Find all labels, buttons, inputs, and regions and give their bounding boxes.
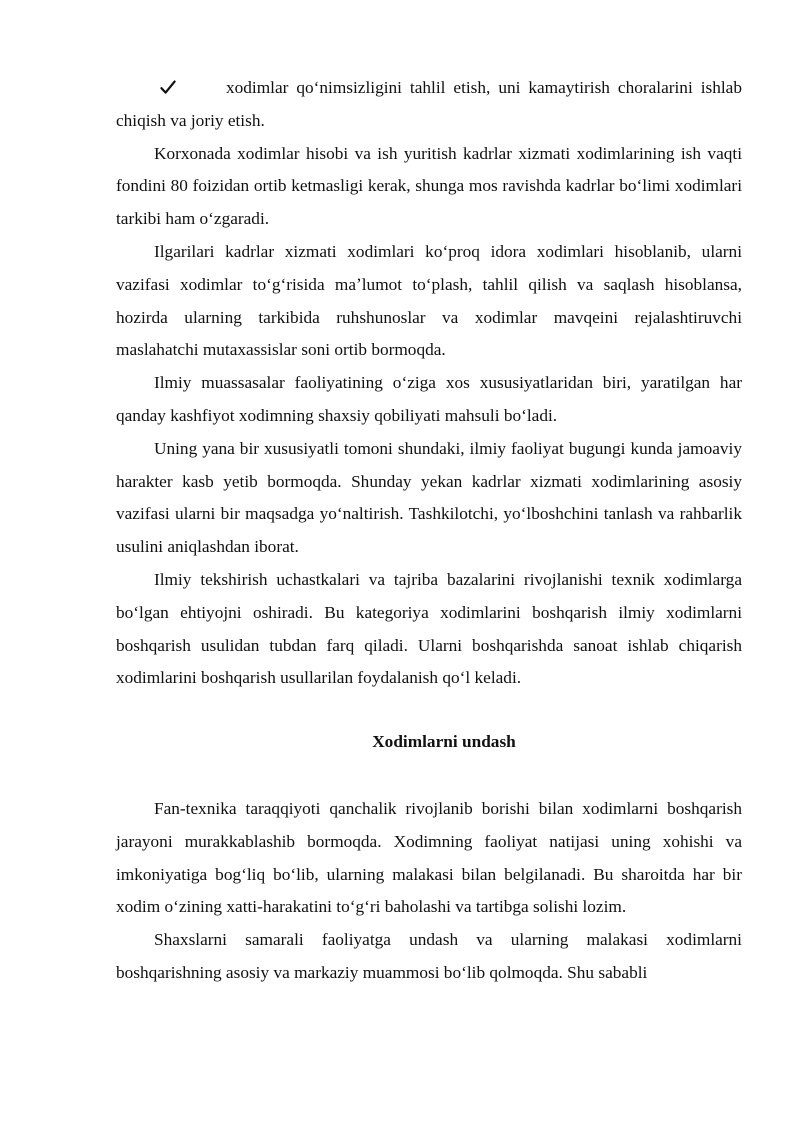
paragraph-3: Ilmiy muassasalar faoliyatining oʻziga xos xususiyatlaridan biri, yaratilgan har qanday kashfiyot xodimning shaxsiy qobiliyati mahsuli boʻladi. [116,373,742,425]
paragraph-6: Fan-texnika taraqqiyoti qanchalik rivojlanib borishi bilan xodimlarni boshqarish jarayoni murakkablashib bormoqda. Xodimning faoliyat natijasi uning xohishi va imkoniyatiga bogʻliq boʻlib, ularning malakasi bilan belgilanadi. Bu sharoitda har bir xodim oʻzining xatti-harakatini toʻgʻri baholashi va tartibga solishi lozim. [116,798,742,917]
bullet-text: xodimlar qoʻnimsizligini tahlil etish, uni kamaytirish choralarini ishlab chiqish va joriy etish. [116,78,742,130]
paragraph-2: Ilgarilari kadrlar xizmati xodimlari koʻproq idora xodimlari hisoblanib, ularni vazifasi xodimlar toʻgʻrisida maʼlumot toʻplash, tahlil qilish va saqlash hisoblansa, hozirda ularning tarkibida ruhshunoslar va xodimlar mavqeini rejalashtiruvchi maslahatchi mutaxassislar soni ortib bormoqda. [116,241,742,360]
bullet-item [116,72,742,138]
document-page [116,72,742,990]
paragraph-7: Shaxslarni samarali faoliyatga undash va ularning malakasi xodimlarni boshqarishning asosiy va markaziy muammosi boʻlib qolmoqda. Shu sababli [116,930,742,982]
paragraph-5: Ilmiy tekshirish uchastkalari va tajriba bazalarini rivojlanishi texnik xodimlarga boʻlgan ehtiyojni oshiradi. Bu kategoriya xodimlarini boshqarish ilmiy xodimlarni boshqarish usulidan tubdan farq qiladi. Ularni boshqarishda sanoat ishlab chiqarish xodimlarini boshqarish usullarilan foydalanish qoʻl keladi. [116,569,742,688]
paragraph-4: Uning yana bir xususiyatli tomoni shundaki, ilmiy faoliyat bugungi kunda jamoaviy harakter kasb yetib bormoqda. Shunday yekan kadrlar xizmati xodimlarining asosiy vazifasi ularni bir maqsadga yoʻnaltirish. Tashkilotchi, yoʻlboshchini tanlash va rahbarlik usulini aniqlashdan iborat. [116,438,742,557]
section-heading: Xodimlarni undash [372,732,516,752]
checkmark-icon [160,72,226,105]
paragraph-1: Korxonada xodimlar hisobi va ish yuritish kadrlar xizmati xodimlarining ish vaqti fondini 80 foizidan ortib ketmasligi kerak, shunga mos ravishda kadrlar boʻlimi xodimlari tarkibi ham oʻzgaradi. [116,143,742,229]
